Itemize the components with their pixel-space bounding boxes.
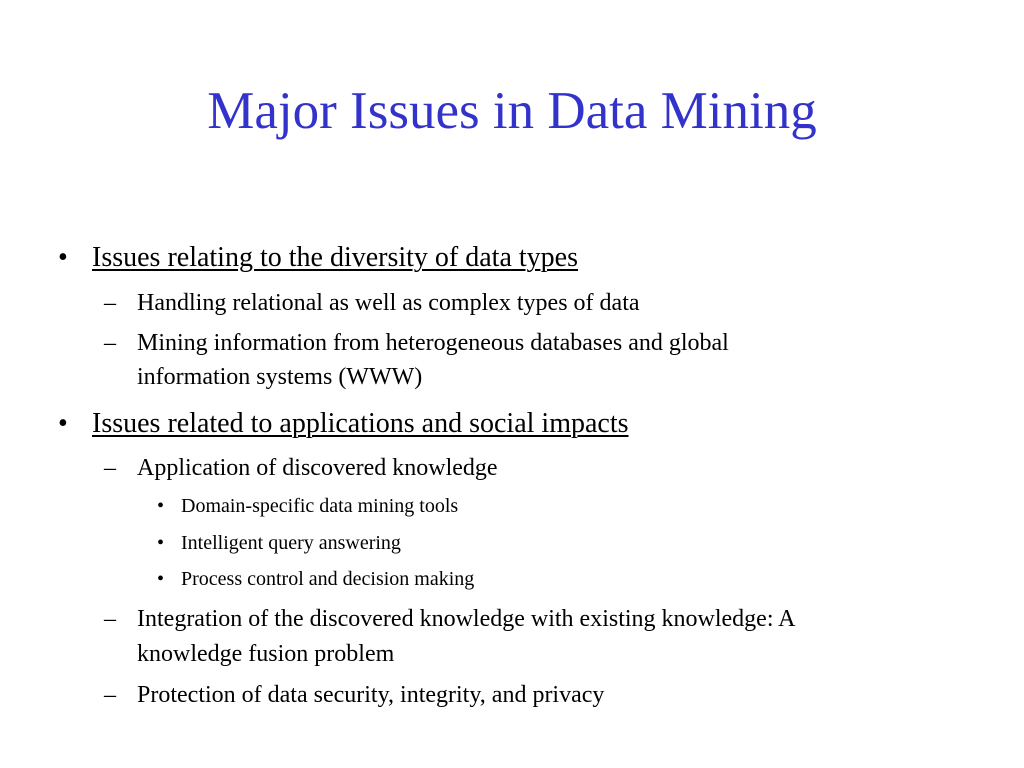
sub-item-text: Application of discovered knowledge bbox=[137, 455, 498, 481]
sub-item-data-protection bbox=[104, 678, 605, 712]
small-bullet-marker: • bbox=[157, 495, 165, 517]
sub-item-application-knowledge bbox=[104, 451, 498, 485]
sub-item-text-continued: knowledge fusion problem bbox=[137, 641, 395, 667]
sub-item-knowledge-integration bbox=[104, 602, 796, 636]
subsub-item-process-control bbox=[157, 565, 475, 593]
subsub-item-text: Intelligent query answering bbox=[181, 532, 401, 554]
slide-title: Major Issues in Data Mining bbox=[207, 82, 817, 140]
sub-item-text: Handling relational as well as complex types of data bbox=[137, 290, 640, 316]
dash-marker: – bbox=[104, 290, 116, 316]
bullet-item-applications-impacts bbox=[58, 407, 629, 441]
bullet-text: Issues relating to the diversity of data types bbox=[92, 242, 578, 273]
sub-item-text: Protection of data security, integrity, and privacy bbox=[137, 682, 605, 708]
subsub-item-text: Process control and decision making bbox=[181, 568, 475, 590]
bullet-marker: • bbox=[58, 242, 68, 273]
sub-item-heterogeneous-databases-cont bbox=[137, 360, 422, 394]
sub-item-text: Mining information from heterogeneous databases and global bbox=[137, 330, 729, 356]
small-bullet-marker: • bbox=[157, 532, 165, 554]
sub-item-text: Integration of the discovered knowledge with existing knowledge: A bbox=[137, 606, 796, 632]
subsub-item-domain-tools bbox=[157, 492, 459, 520]
sub-item-heterogeneous-databases bbox=[104, 326, 729, 360]
small-bullet-marker: • bbox=[157, 568, 165, 590]
bullet-text: Issues related to applications and social impacts bbox=[92, 408, 629, 439]
bullet-marker: • bbox=[58, 408, 68, 439]
subsub-item-text: Domain-specific data mining tools bbox=[181, 495, 459, 517]
sub-item-relational-complex bbox=[104, 286, 640, 320]
dash-marker: – bbox=[104, 455, 116, 481]
sub-item-text-continued: information systems (WWW) bbox=[137, 364, 423, 390]
sub-item-knowledge-integration-cont bbox=[137, 637, 394, 671]
subsub-item-query-answering bbox=[157, 529, 401, 557]
dash-marker: – bbox=[104, 682, 116, 708]
bullet-item-data-diversity bbox=[58, 241, 578, 275]
dash-marker: – bbox=[104, 606, 116, 632]
dash-marker: – bbox=[104, 330, 116, 356]
